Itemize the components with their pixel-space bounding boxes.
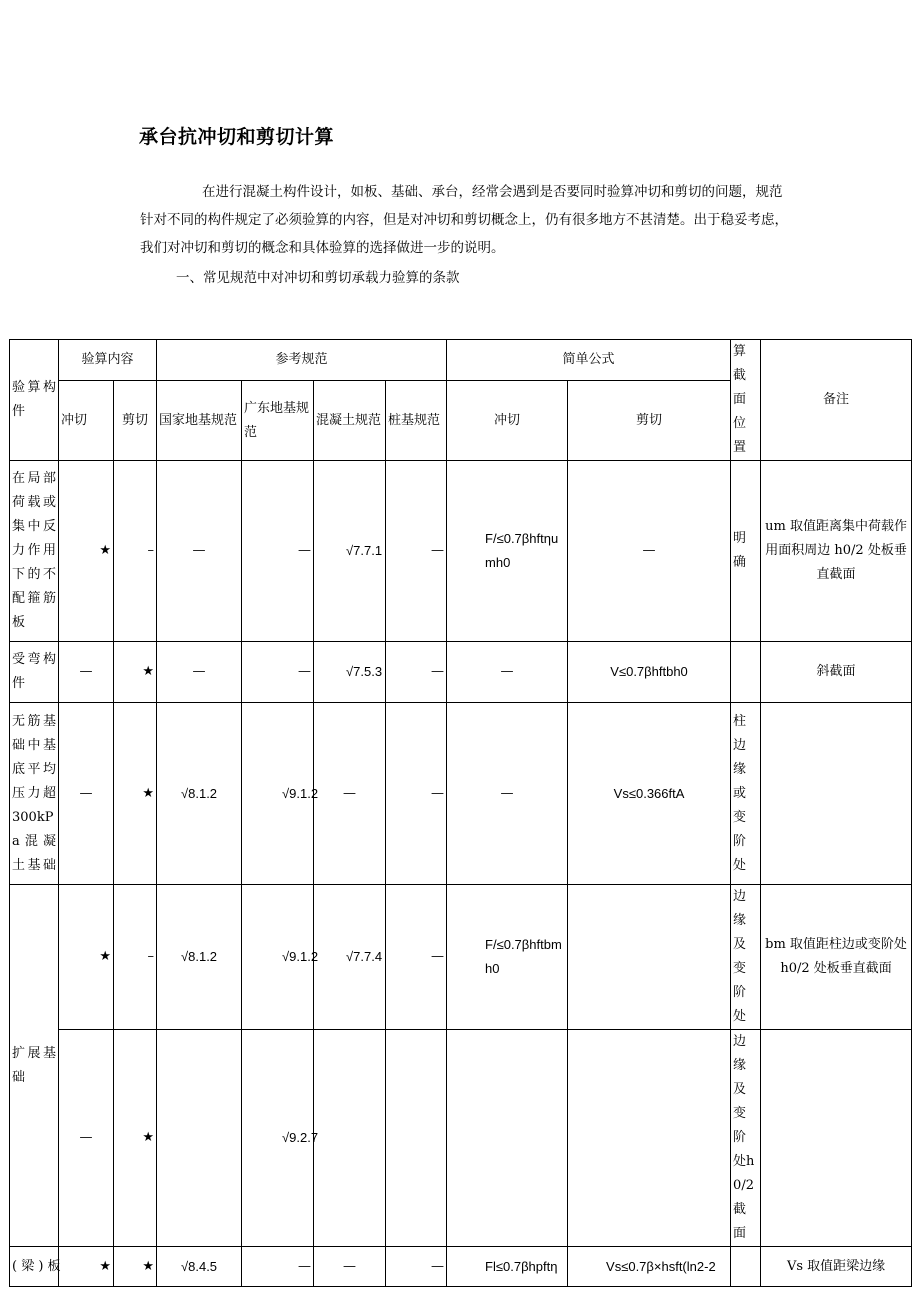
pile-code-cell: — (386, 642, 447, 703)
remarks-cell: Vs 取值距梁边缘 (761, 1247, 912, 1287)
punch-mark: — (59, 703, 114, 885)
formula-punch-cell: — (447, 703, 568, 885)
header-shear: 剪切 (114, 381, 157, 461)
member-cell: 受弯构件 (10, 642, 59, 703)
guangdong-code-cell: — (242, 1247, 314, 1287)
section-cell: 边缘及变阶处 (731, 885, 761, 1030)
header-section: 算截面位置 (731, 340, 761, 461)
section-cell: 明确 (731, 461, 761, 642)
concrete-code-cell: √7.5.3 (314, 642, 386, 703)
member-cell: 在局部荷载或集中反力作用下的不配箍筋板 (10, 461, 59, 642)
formula-shear-cell: — (568, 461, 731, 642)
member-cell: 扩展基础 (10, 885, 59, 1247)
remarks-cell: bm 取值距柱边或变阶处 h0/2 处板垂直截面 (761, 885, 912, 1030)
guangdong-code-cell: √9.2.7 (242, 1030, 314, 1247)
pile-code-cell: — (386, 885, 447, 1030)
shear-mark: ★ (114, 1030, 157, 1247)
remarks-cell: 斜截面 (761, 642, 912, 703)
punch-mark: — (59, 642, 114, 703)
formula-shear-cell (568, 1030, 731, 1247)
formula-punch-cell (447, 1030, 568, 1247)
member-cell: ( 梁 ) 板 (10, 1247, 59, 1287)
section-cell (731, 642, 761, 703)
section-cell (731, 1247, 761, 1287)
header-codes: 参考规范 (157, 340, 447, 381)
section-cell: 边缘及变阶处h0/2截面 (731, 1030, 761, 1247)
formula-punch-cell: — (447, 642, 568, 703)
concrete-code-cell: √7.7.1 (314, 461, 386, 642)
formula-shear-cell (568, 885, 731, 1030)
remarks-cell (761, 703, 912, 885)
member-cell: 无筋基础中基底平均压力超300kPa混凝土基础 (10, 703, 59, 885)
formula-shear-cell: Vs≤0.7β×hsft(ln2-2 (568, 1247, 731, 1287)
header-code-concrete: 混凝土规范 (314, 381, 386, 461)
national-code-cell: √8.1.2 (157, 885, 242, 1030)
header-code-pile: 桩基规范 (386, 381, 447, 461)
formula-punch-cell: F/≤0.7βhftbmh0 (447, 885, 568, 1030)
header-check: 验算内容 (59, 340, 157, 381)
punch-mark: ★ (59, 1247, 114, 1287)
header-code-national: 国家地基规范 (157, 381, 242, 461)
formula-punch-cell: F/≤0.7βhftηumh0 (447, 461, 568, 642)
national-code-cell (157, 1030, 242, 1247)
table-row (10, 703, 912, 885)
guangdong-code-cell: √9.1.2 (242, 885, 314, 1030)
concrete-code-cell: — (314, 1247, 386, 1287)
shear-mark: ★ (114, 642, 157, 703)
table-row (10, 461, 912, 642)
shear-mark: – (114, 461, 157, 642)
remarks-cell: um 取值距离集中荷载作用面积周边 h0/2 处板垂直截面 (761, 461, 912, 642)
pile-code-cell (386, 1030, 447, 1247)
shear-mark: – (114, 885, 157, 1030)
table-row (10, 885, 912, 1030)
national-code-cell: √8.1.2 (157, 703, 242, 885)
concrete-code-cell: √7.7.4 (314, 885, 386, 1030)
table-row (10, 1030, 912, 1247)
guangdong-code-cell: √9.1.2 (242, 703, 314, 885)
punch-mark: ★ (59, 461, 114, 642)
national-code-cell: — (157, 642, 242, 703)
header-code-guangdong: 广东地基规范 (242, 381, 314, 461)
guangdong-code-cell: — (242, 461, 314, 642)
header-punch: 冲切 (59, 381, 114, 461)
guangdong-code-cell: — (242, 642, 314, 703)
shear-mark: ★ (114, 703, 157, 885)
table-row (10, 1247, 912, 1287)
document-title: 承台抗冲切和剪切计算 (139, 126, 335, 148)
formula-punch-cell: Fl≤0.7βhpftη (447, 1247, 568, 1287)
pile-code-cell: — (386, 1247, 447, 1287)
formula-shear-cell: Vs≤0.366ftA (568, 703, 731, 885)
concrete-code-cell (314, 1030, 386, 1247)
national-code-cell: — (157, 461, 242, 642)
header-formula-punch: 冲切 (447, 381, 568, 461)
section-heading: 一、常见规范中对冲切和剪切承载力验算的条款 (176, 270, 460, 286)
table-row (10, 642, 912, 703)
pile-code-cell: — (386, 461, 447, 642)
shear-mark: ★ (114, 1247, 157, 1287)
section-cell: 柱边缘或变阶处 (731, 703, 761, 885)
national-code-cell: √8.4.5 (157, 1247, 242, 1287)
header-remarks: 备注 (761, 340, 912, 461)
pile-code-cell: — (386, 703, 447, 885)
concrete-code-cell: — (314, 703, 386, 885)
header-formula-shear: 剪切 (568, 381, 731, 461)
code-table (9, 339, 912, 1287)
header-formula: 简单公式 (447, 340, 731, 381)
header-member: 验算构件 (10, 340, 59, 461)
remarks-cell (761, 1030, 912, 1247)
intro-paragraph: 在进行混凝土构件设计，如板、基础、承台，经常会遇到是否要同时验算冲切和剪切的问题，规范针对不同的构件规定了必须验算的内容，但是对冲切和剪切概念上，仍有很多地方不甚清楚。出于稳妥考虑，我们对冲切和剪切的概念和具体验算的选择做进一步的说明。 (140, 184, 788, 256)
formula-shear-cell: V≤0.7βhftbh0 (568, 642, 731, 703)
punch-mark: — (59, 1030, 114, 1247)
punch-mark: ★ (59, 885, 114, 1030)
